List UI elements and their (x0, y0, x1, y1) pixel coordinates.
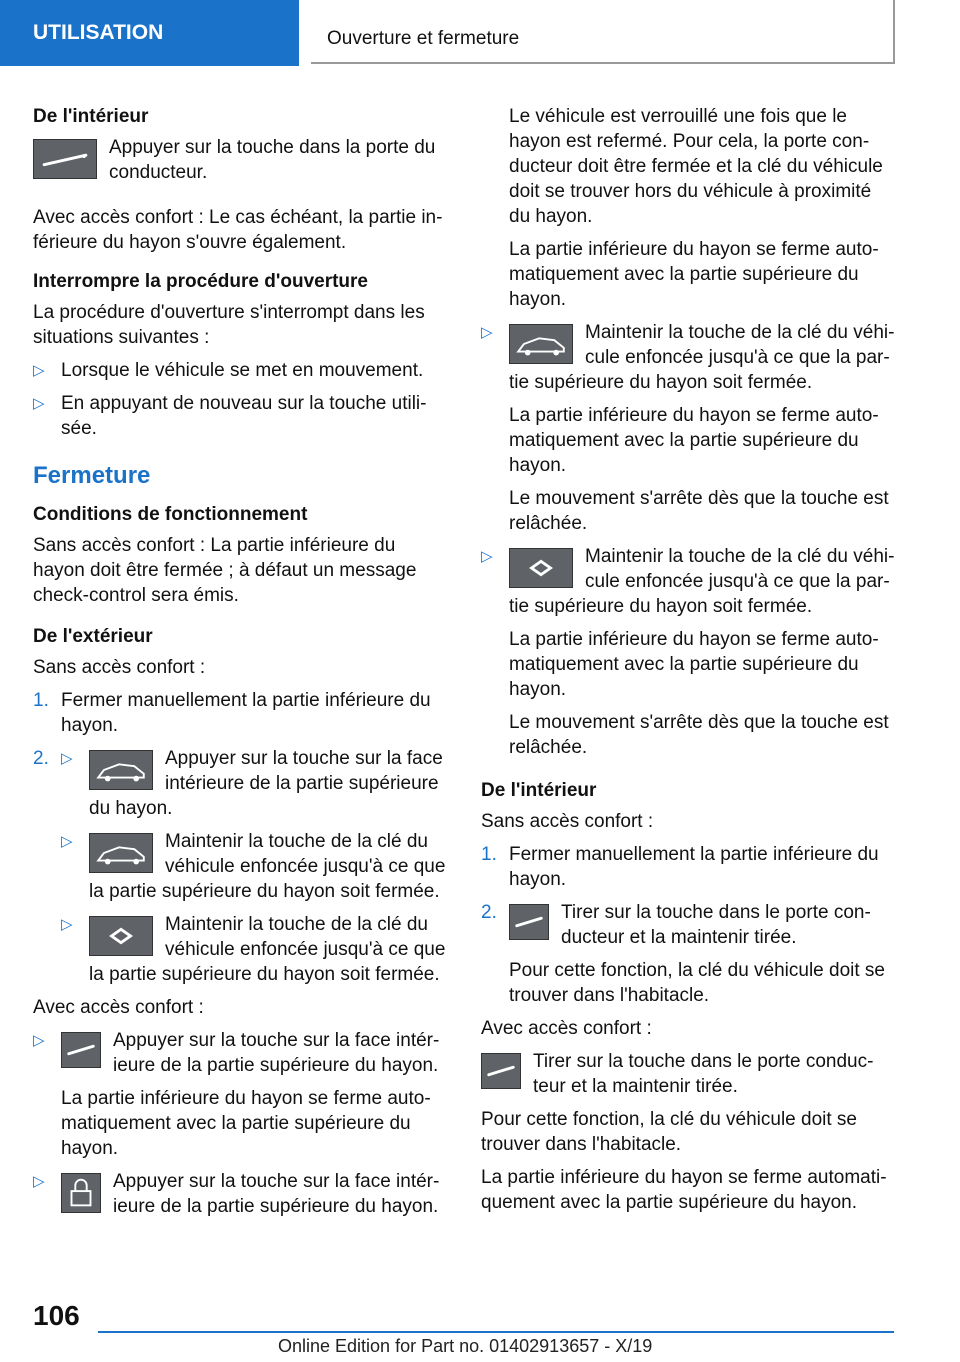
text-sans-confort-2: Sans accès confort : (481, 811, 654, 832)
list-item (33, 746, 451, 987)
door-handle-icon (33, 139, 97, 179)
text-note: Pour cette fonction, la clé du véhicule doit se trouver dans l'habitacle. (509, 960, 886, 1006)
key-button-icon (89, 916, 153, 956)
bullet-text: Lorsque le véhicule se met en mouvement. (61, 360, 424, 381)
heading-conditions: Conditions de fonctionnement (33, 504, 308, 525)
text-confort: Avec accès confort : Le cas échéant, la partie inférieure du hayon s'ouvre également. (33, 207, 443, 253)
triangle-bullet-icon: ▷ (481, 548, 493, 565)
heading-interieur-2: De l'intérieur (481, 780, 597, 801)
step-number: 2. (481, 902, 497, 923)
list-item (33, 1028, 451, 1078)
text-note: La partie inférieure du hayon se ferme automatiquement avec la partie supérieure du hayon. (509, 629, 879, 700)
text-note: Le mouvement s'arrête dès que la touche est relâchée. (509, 488, 889, 534)
car-trunk-icon (89, 750, 153, 790)
list-item (481, 842, 895, 892)
triangle-bullet-icon: ▷ (33, 1173, 45, 1190)
step-number: 1. (481, 844, 497, 865)
bullet-text: Maintenir la touche de la clé du véhicule enfoncée jusqu'à ce que la partie supérieure du hayon soit fermée. (509, 322, 895, 393)
heading-interrompre: Interrompre la procédure d'ouverture (33, 271, 368, 292)
list-item (33, 688, 451, 738)
text-conditions: Sans accès confort : La partie inférieure du hayon doit être fermée ; à défaut un message check-control sera émis. (33, 535, 417, 606)
door-handle-icon (61, 1032, 101, 1068)
footer-edition: Online Edition for Part no. 01402913657 - X/19 (278, 1336, 653, 1356)
car-trunk-icon (89, 833, 153, 873)
list-item (481, 544, 895, 619)
page-number: 106 (33, 1300, 80, 1331)
list-item (33, 358, 451, 383)
text-note: La partie inférieure du hayon se ferme automatiquement avec la partie supérieure du hayon. (509, 405, 879, 476)
text-fonction: Pour cette fonction, la clé du véhicule doit se trouver dans l'habitacle. (481, 1109, 858, 1155)
triangle-bullet-icon: ▷ (33, 362, 45, 379)
heading-exterieur: De l'extérieur (33, 626, 153, 647)
sub-item (61, 829, 451, 904)
bullet-text: Maintenir la touche de la clé du véhicule enfoncée jusqu'à ce que la partie supérieure du hayon soit fermée. (509, 546, 895, 617)
step-number: 1. (33, 690, 49, 711)
list-item (481, 320, 895, 395)
triangle-bullet-icon: ▷ (61, 833, 73, 850)
key-button-icon (509, 548, 573, 588)
text-auto: La partie inférieure du hayon se ferme automatiquement avec la partie supérieure du hayon. (509, 239, 879, 310)
text-note: La partie inférieure du hayon se ferme automatiquement avec la partie supérieure du hayon. (61, 1088, 431, 1159)
step-number: 2. (33, 748, 49, 769)
footer-divider (98, 1331, 894, 1333)
door-handle-icon (481, 1053, 521, 1089)
step-text: Fermer manuellement la partie inférieure du hayon. (509, 844, 879, 890)
list-item (33, 391, 451, 441)
text-avec-confort: Avec accès confort : (33, 997, 204, 1018)
text-interrompre: La procédure d'ouverture s'interrompt dans les situations suivantes : (33, 302, 425, 348)
lock-icon (61, 1173, 101, 1213)
text-porte: Appuyer sur la touche dans la porte du conducteur. (109, 137, 436, 183)
list-item (33, 1169, 451, 1219)
right-column (481, 104, 895, 1223)
heading-fermeture: Fermeture (33, 462, 151, 489)
sub-item (61, 746, 451, 821)
left-column (33, 104, 451, 1227)
section-tab: UTILISATION (0, 0, 299, 66)
text-sans-confort: Sans accès confort : (33, 657, 206, 678)
text-note: Le mouvement s'arrête dès que la touche est relâchée. (509, 712, 889, 758)
sub-text: Maintenir la touche de la clé du véhicule enfoncée jusqu'à ce que la partie supérieure du hayon soit fermée. (89, 831, 446, 902)
triangle-bullet-icon: ▷ (33, 1032, 45, 1049)
bullet-text: Appuyer sur la touche sur la face intérieure de la partie supérieure du hayon. (113, 1171, 440, 1217)
heading-interieur: De l'intérieur (33, 106, 149, 127)
step-text: Tirer sur la touche dans le porte conducteur et la maintenir tirée. (561, 902, 871, 948)
text-tirer: Tirer sur la touche dans le porte conducteur et la maintenir tirée. (533, 1051, 874, 1097)
triangle-bullet-icon: ▷ (481, 324, 493, 341)
bullet-text: Appuyer sur la touche sur la face intérieure de la partie supérieure du hayon. (113, 1030, 440, 1076)
text-verrouille: Le véhicule est verrouillé une fois que le hayon est refermé. Pour cela, la porte conducteur doit être fermée et la clé du véhicule doit se trouver hors du véhicule à proximité du hayon. (509, 106, 883, 227)
text-final: La partie inférieure du hayon se ferme automatiquement avec la partie supérieure du hayon. (481, 1167, 887, 1213)
chapter-title (311, 0, 895, 64)
list-item (481, 900, 895, 950)
text-avec-confort-2: Avec accès confort : (481, 1018, 652, 1039)
triangle-bullet-icon: ▷ (61, 916, 73, 933)
sub-text: Appuyer sur la touche sur la face intérieure de la partie supérieure du hayon. (89, 748, 443, 819)
sub-text: Maintenir la touche de la clé du véhicule enfoncée jusqu'à ce que la partie supérieure du hayon soit fermée. (89, 914, 446, 985)
bullet-text: En appuyant de nouveau sur la touche utilisée. (61, 393, 427, 439)
triangle-bullet-icon: ▷ (61, 750, 73, 767)
door-handle-icon (509, 904, 549, 940)
sub-item (61, 912, 451, 987)
triangle-bullet-icon: ▷ (33, 395, 45, 412)
car-trunk-icon (509, 324, 573, 364)
step-text: Fermer manuellement la partie inférieure du hayon. (61, 690, 431, 736)
chapter-title-text: Ouverture et fermeture (327, 27, 520, 49)
